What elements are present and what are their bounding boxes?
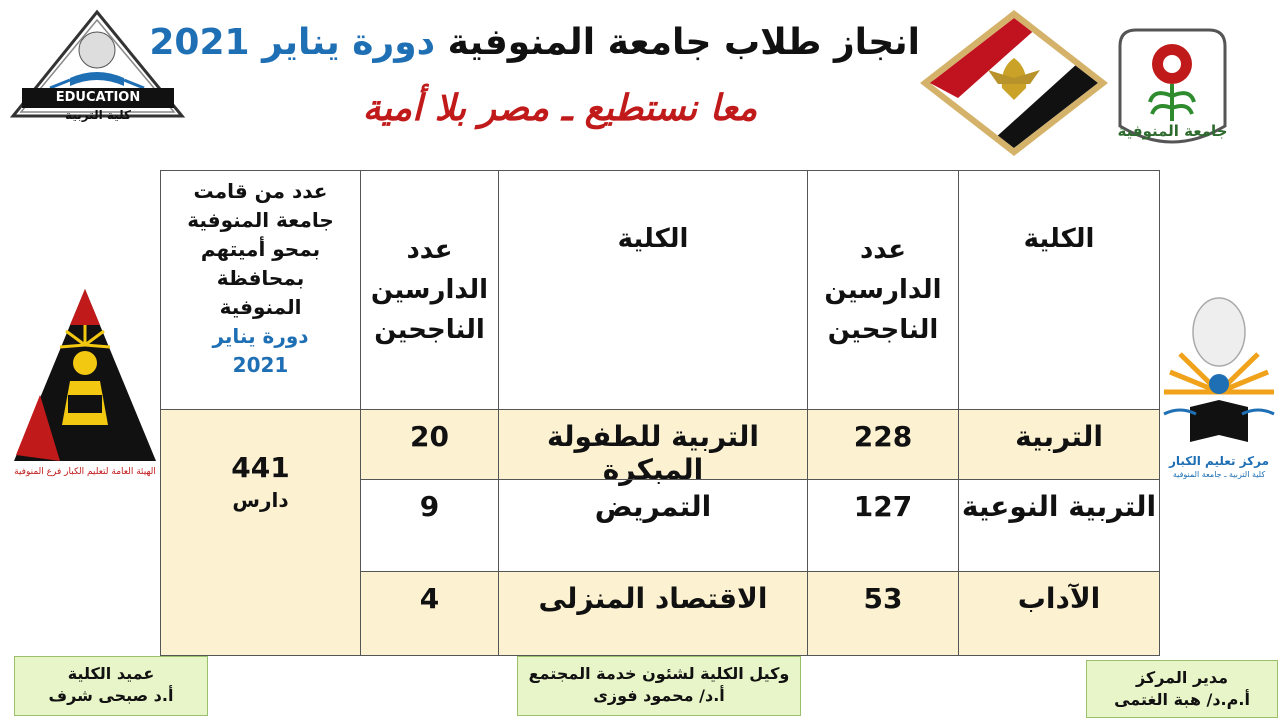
- title-highlight: دورة يناير: [262, 22, 436, 63]
- authority-text: الهيئة العامة لتعليم الكبار فرع المنوفية: [14, 467, 156, 477]
- header-total: [160, 170, 361, 410]
- cell-college-a-2: التربية النوعية: [958, 479, 1160, 572]
- results-table: [160, 170, 1160, 656]
- education-sub: كلية التربية: [65, 108, 131, 122]
- authority-logo-icon: [10, 285, 160, 465]
- total-unit: دارس: [232, 488, 289, 512]
- center-text: مركز تعليم الكبار: [1168, 454, 1270, 468]
- slogan: معا نستطيع ـ مصر بلا أمية: [362, 88, 758, 129]
- cell-count-a-2: 127: [807, 479, 959, 572]
- cell-total: [160, 409, 361, 656]
- title-part1: انجاز طلاب جامعة المنوفية: [447, 22, 920, 63]
- dean-name: أ.د صبحى شرف: [48, 686, 174, 705]
- vice-dean-box: [517, 656, 801, 716]
- cell-college-a-1: التربية: [958, 409, 1160, 480]
- vice-dean-title: وكيل الكلية لشئون خدمة المجتمع: [528, 664, 790, 683]
- total-value: 441: [231, 451, 290, 484]
- cell-count-b-3: 4: [360, 571, 499, 656]
- cell-count-a-1: 228: [807, 409, 959, 480]
- director-name: أ.م.د/ هبة الغتمى: [1114, 690, 1250, 709]
- vice-dean-name: أ.د/ محمود فوزى: [593, 686, 725, 705]
- egypt-flag: [918, 8, 1110, 158]
- university-logo: [1110, 26, 1235, 154]
- cell-count-b-2: 9: [360, 479, 499, 572]
- center-sub: كلية التربية ـ جامعة المنوفية: [1172, 470, 1266, 479]
- cell-college-b-1: التربية للطفولة المبكرة: [498, 409, 808, 480]
- header-total-label: عدد من قامت جامعة المنوفية بمحو أميتهم بمحافظة المنوفية: [187, 179, 334, 319]
- cell-college-b-3: الاقتصاد المنزلى: [498, 571, 808, 656]
- cell-count-b-1: 20: [360, 409, 499, 480]
- cell-count-a-3: 53: [807, 571, 959, 656]
- director-box: [1086, 660, 1278, 718]
- header-college-a: الكلية: [958, 170, 1160, 410]
- header-total-session: دورة يناير 2021: [212, 324, 309, 377]
- education-logo: [10, 8, 185, 123]
- university-text: جامعة المنوفية: [1117, 122, 1228, 140]
- dean-box: [14, 656, 208, 716]
- dean-title: عميد الكلية: [67, 664, 155, 683]
- authority-logo: [10, 285, 160, 485]
- cell-college-b-2: التمريض: [498, 479, 808, 572]
- egypt-flag-icon: [918, 8, 1110, 158]
- center-logo: [1160, 292, 1278, 487]
- header-college-b: الكلية: [498, 170, 808, 410]
- title-year: 2021: [149, 22, 250, 63]
- header-students-b: عدد الدارسين الناجحين: [360, 170, 499, 410]
- page-title: [149, 22, 920, 63]
- education-text: EDUCATION: [22, 88, 174, 108]
- header-students-a: عدد الدارسين الناجحين: [807, 170, 959, 410]
- director-title: مدير المركز: [1135, 668, 1229, 687]
- center-logo-icon: [1160, 292, 1278, 452]
- cell-college-a-3: الآداب: [958, 571, 1160, 656]
